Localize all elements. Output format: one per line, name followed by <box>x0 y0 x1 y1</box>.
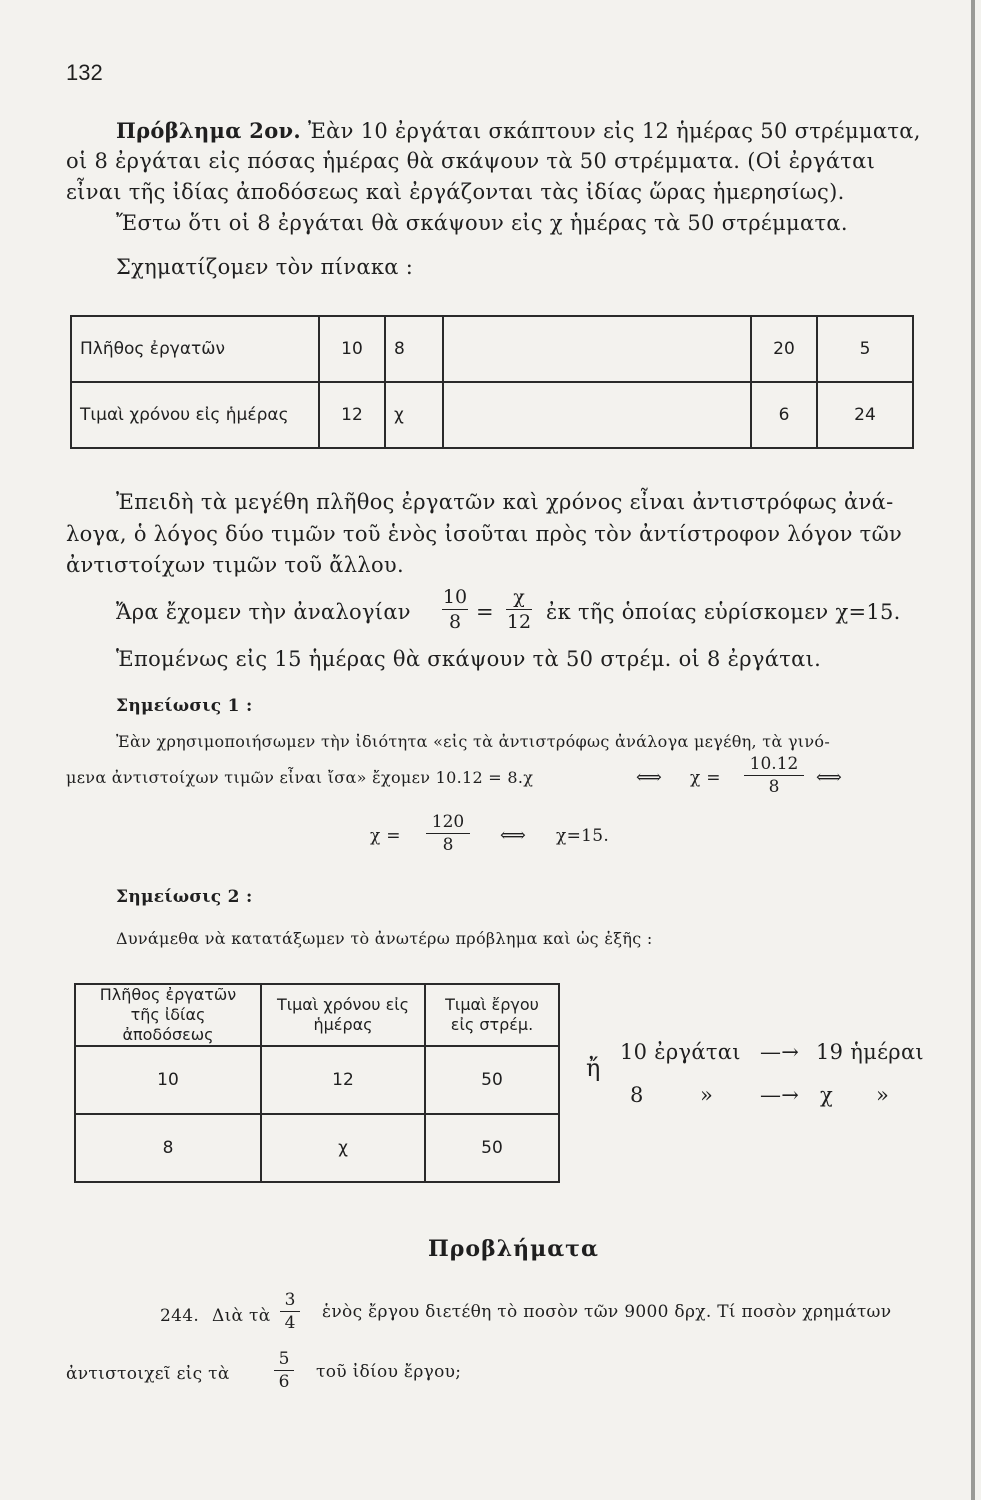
problem-title: Πρόβλημα 2ον. <box>116 118 301 143</box>
fraction-10.12-over-8 <box>744 754 804 797</box>
table-2-header: Πλῆθος ἐργατῶν τῆς ἰδίας ἀποδόσεως <box>75 984 261 1046</box>
fraction-denominator: 8 <box>768 777 780 797</box>
problem-line-2: οἱ 8 ἐργάται εἰς πόσας ἡμέρας θὰ σκάψουν τὰ 50 στρέμματα. (Οἱ ἐργάται <box>66 149 876 173</box>
fraction-numerator: 3 <box>284 1290 296 1310</box>
table-2 <box>74 983 560 1183</box>
equals-sign: = <box>476 600 494 624</box>
fraction-denominator: 12 <box>506 611 532 633</box>
table-1-cell <box>443 316 751 382</box>
alt-row-1-arrow: —→ <box>760 1040 800 1064</box>
fraction-denominator: 8 <box>442 835 454 855</box>
double-arrow: ⟺ <box>816 767 843 788</box>
note-1-line-1: Ἐὰν χρησιμοποιήσωμεν τὴν ἰδιότητα «εἰς τὰ ἀντιστρόφως ἀνάλογα μεγέθη, τὰ γινό- <box>116 732 831 751</box>
table-1-cell: 20 <box>751 316 817 382</box>
table-1-cell: 10 <box>319 316 385 382</box>
table-2-row <box>75 1046 559 1114</box>
note-1-line-2: μενα ἀντιστοίχων τιμῶν εἶναι ἴσα» ἔχομεν 10.12 = 8.χ <box>66 768 534 787</box>
table-1-cell: 12 <box>319 382 385 448</box>
or-word: ἤ <box>586 1054 601 1082</box>
fraction-denominator: 8 <box>448 611 462 633</box>
alt-row-2-right: χ <box>820 1083 834 1107</box>
fraction-numerator: 120 <box>431 812 465 832</box>
fraction-120-over-8 <box>426 812 470 855</box>
alt-row-1-right: 19 ἡμέραι <box>816 1040 924 1064</box>
problem-244-text-4: τοῦ ἰδίου ἔργου; <box>316 1362 462 1382</box>
table-2-cell: 8 <box>75 1114 261 1182</box>
table-1-cell: χ <box>385 382 443 448</box>
double-arrow: ⟺ <box>636 767 663 788</box>
conclusion: Ἑπομένως εἰς 15 ἡμέρας θὰ σκάψουν τὰ 50 στρέμ. οἱ 8 ἐργάται. <box>116 647 822 671</box>
alt-row-1-left: 10 ἐργάται <box>620 1040 741 1064</box>
double-arrow: ⟺ <box>500 825 527 846</box>
problem-text-1: Ἐὰν 10 ἐργάται σκάπτουν εἰς 12 ἡμέρας 50 στρέμματα, <box>307 119 921 143</box>
fraction-10-over-8 <box>442 586 468 633</box>
problem-244-text-3: ἀντιστοιχεῖ εἰς τὰ <box>66 1364 230 1384</box>
explanation-line-1: Ἐπειδὴ τὰ μεγέθη πλῆθος ἐργατῶν καὶ χρόνος εἶναι ἀντιστρόφως ἀνά- <box>116 490 894 514</box>
alt-row-2-ditto2: » <box>876 1083 890 1107</box>
alt-row-2-left: 8 <box>630 1083 644 1107</box>
fraction-numerator: 10 <box>442 586 468 608</box>
table-2-cell: 50 <box>425 1046 559 1114</box>
fraction-bar <box>426 833 470 834</box>
table-2-header: Τιμαὶ χρόνου εἰς ἡμέρας <box>261 984 425 1046</box>
fraction-bar <box>442 609 468 610</box>
x-equals: χ = <box>370 826 401 846</box>
table-2-cell: 50 <box>425 1114 559 1182</box>
problem-line-1 <box>116 118 921 143</box>
note-1-title: Σημείωσις 1 : <box>116 696 253 716</box>
proportion-suffix: ἐκ τῆς ὁποίας εὑρίσκομεν χ=15. <box>546 600 901 624</box>
fraction-3-over-4 <box>280 1290 300 1333</box>
table-1-row <box>71 382 913 448</box>
problems-heading: Προβλήματα <box>428 1236 599 1262</box>
table-1-cell: 5 <box>817 316 913 382</box>
problem-244-number: 244. <box>160 1306 200 1326</box>
table-1 <box>70 315 914 449</box>
problem-244-text-1: Διὰ τὰ <box>212 1306 271 1326</box>
fraction-bar <box>274 1370 294 1371</box>
page-number: 132 <box>66 60 103 85</box>
problem-line-3: εἶναι τῆς ἰδίας ἀποδόσεως καὶ ἐργάζονται τὰς ἰδίας ὥρας ἡμερησίως). <box>66 180 845 204</box>
table-1-row <box>71 316 913 382</box>
note-2-line-1: Δυνάμεθα νὰ κατατάξωμεν τὸ ἀνωτέρω πρόβλημα καὶ ὡς ἑξῆς : <box>116 929 653 948</box>
table-2-cell: 12 <box>261 1046 425 1114</box>
fraction-denominator: 6 <box>278 1372 290 1392</box>
x-equals: χ = <box>690 768 721 788</box>
table-1-label: Τιμαὶ χρόνου εἰς ἡμέρας <box>71 382 319 448</box>
problem-244-text-2: ἑνὸς ἔργου διετέθη τὸ ποσὸν τῶν 9000 δρχ. Τί ποσὸν χρημάτων <box>322 1302 892 1322</box>
table-1-cell <box>443 382 751 448</box>
fraction-numerator: 5 <box>278 1349 290 1369</box>
alt-row-2-arrow: —→ <box>760 1083 800 1107</box>
table-2-header-row <box>75 984 559 1046</box>
proportion-prefix: Ἄρα ἔχομεν τὴν ἀναλογίαν <box>116 600 411 624</box>
table-2-cell: 10 <box>75 1046 261 1114</box>
page-edge-shadow <box>971 0 975 1500</box>
fraction-denominator: 4 <box>284 1313 296 1333</box>
table-2-header: Τιμαὶ ἔργου εἰς στρέμ. <box>425 984 559 1046</box>
fraction-bar <box>280 1311 300 1312</box>
fraction-5-over-6 <box>274 1349 294 1392</box>
table-2-cell: χ <box>261 1114 425 1182</box>
explanation-line-3: ἀντιστοίχων τιμῶν τοῦ ἄλλου. <box>66 553 404 577</box>
fraction-bar <box>744 775 804 776</box>
problem-line-5: Σχηματίζομεν τὸν πίνακα : <box>116 255 414 279</box>
fraction-x-over-12 <box>506 586 532 633</box>
problem-line-4: Ἔστω ὅτι οἱ 8 ἐργάται θὰ σκάψουν εἰς χ ἡμέρας τὰ 50 στρέμματα. <box>116 211 848 235</box>
table-1-label: Πλῆθος ἐργατῶν <box>71 316 319 382</box>
fraction-numerator: χ <box>513 586 525 608</box>
note-1-result: χ=15. <box>556 826 610 846</box>
alt-row-2-ditto: » <box>700 1083 714 1107</box>
explanation-line-2: λογα, ὁ λόγος δύο τιμῶν τοῦ ἑνὸς ἰσοῦται πρὸς τὸν ἀντίστροφον λόγον τῶν <box>66 522 903 546</box>
table-1-cell: 24 <box>817 382 913 448</box>
table-2-row <box>75 1114 559 1182</box>
table-1-cell: 6 <box>751 382 817 448</box>
table-1-cell: 8 <box>385 316 443 382</box>
fraction-bar <box>506 609 532 610</box>
note-2-title: Σημείωσις 2 : <box>116 887 253 907</box>
fraction-numerator: 10.12 <box>749 754 799 774</box>
